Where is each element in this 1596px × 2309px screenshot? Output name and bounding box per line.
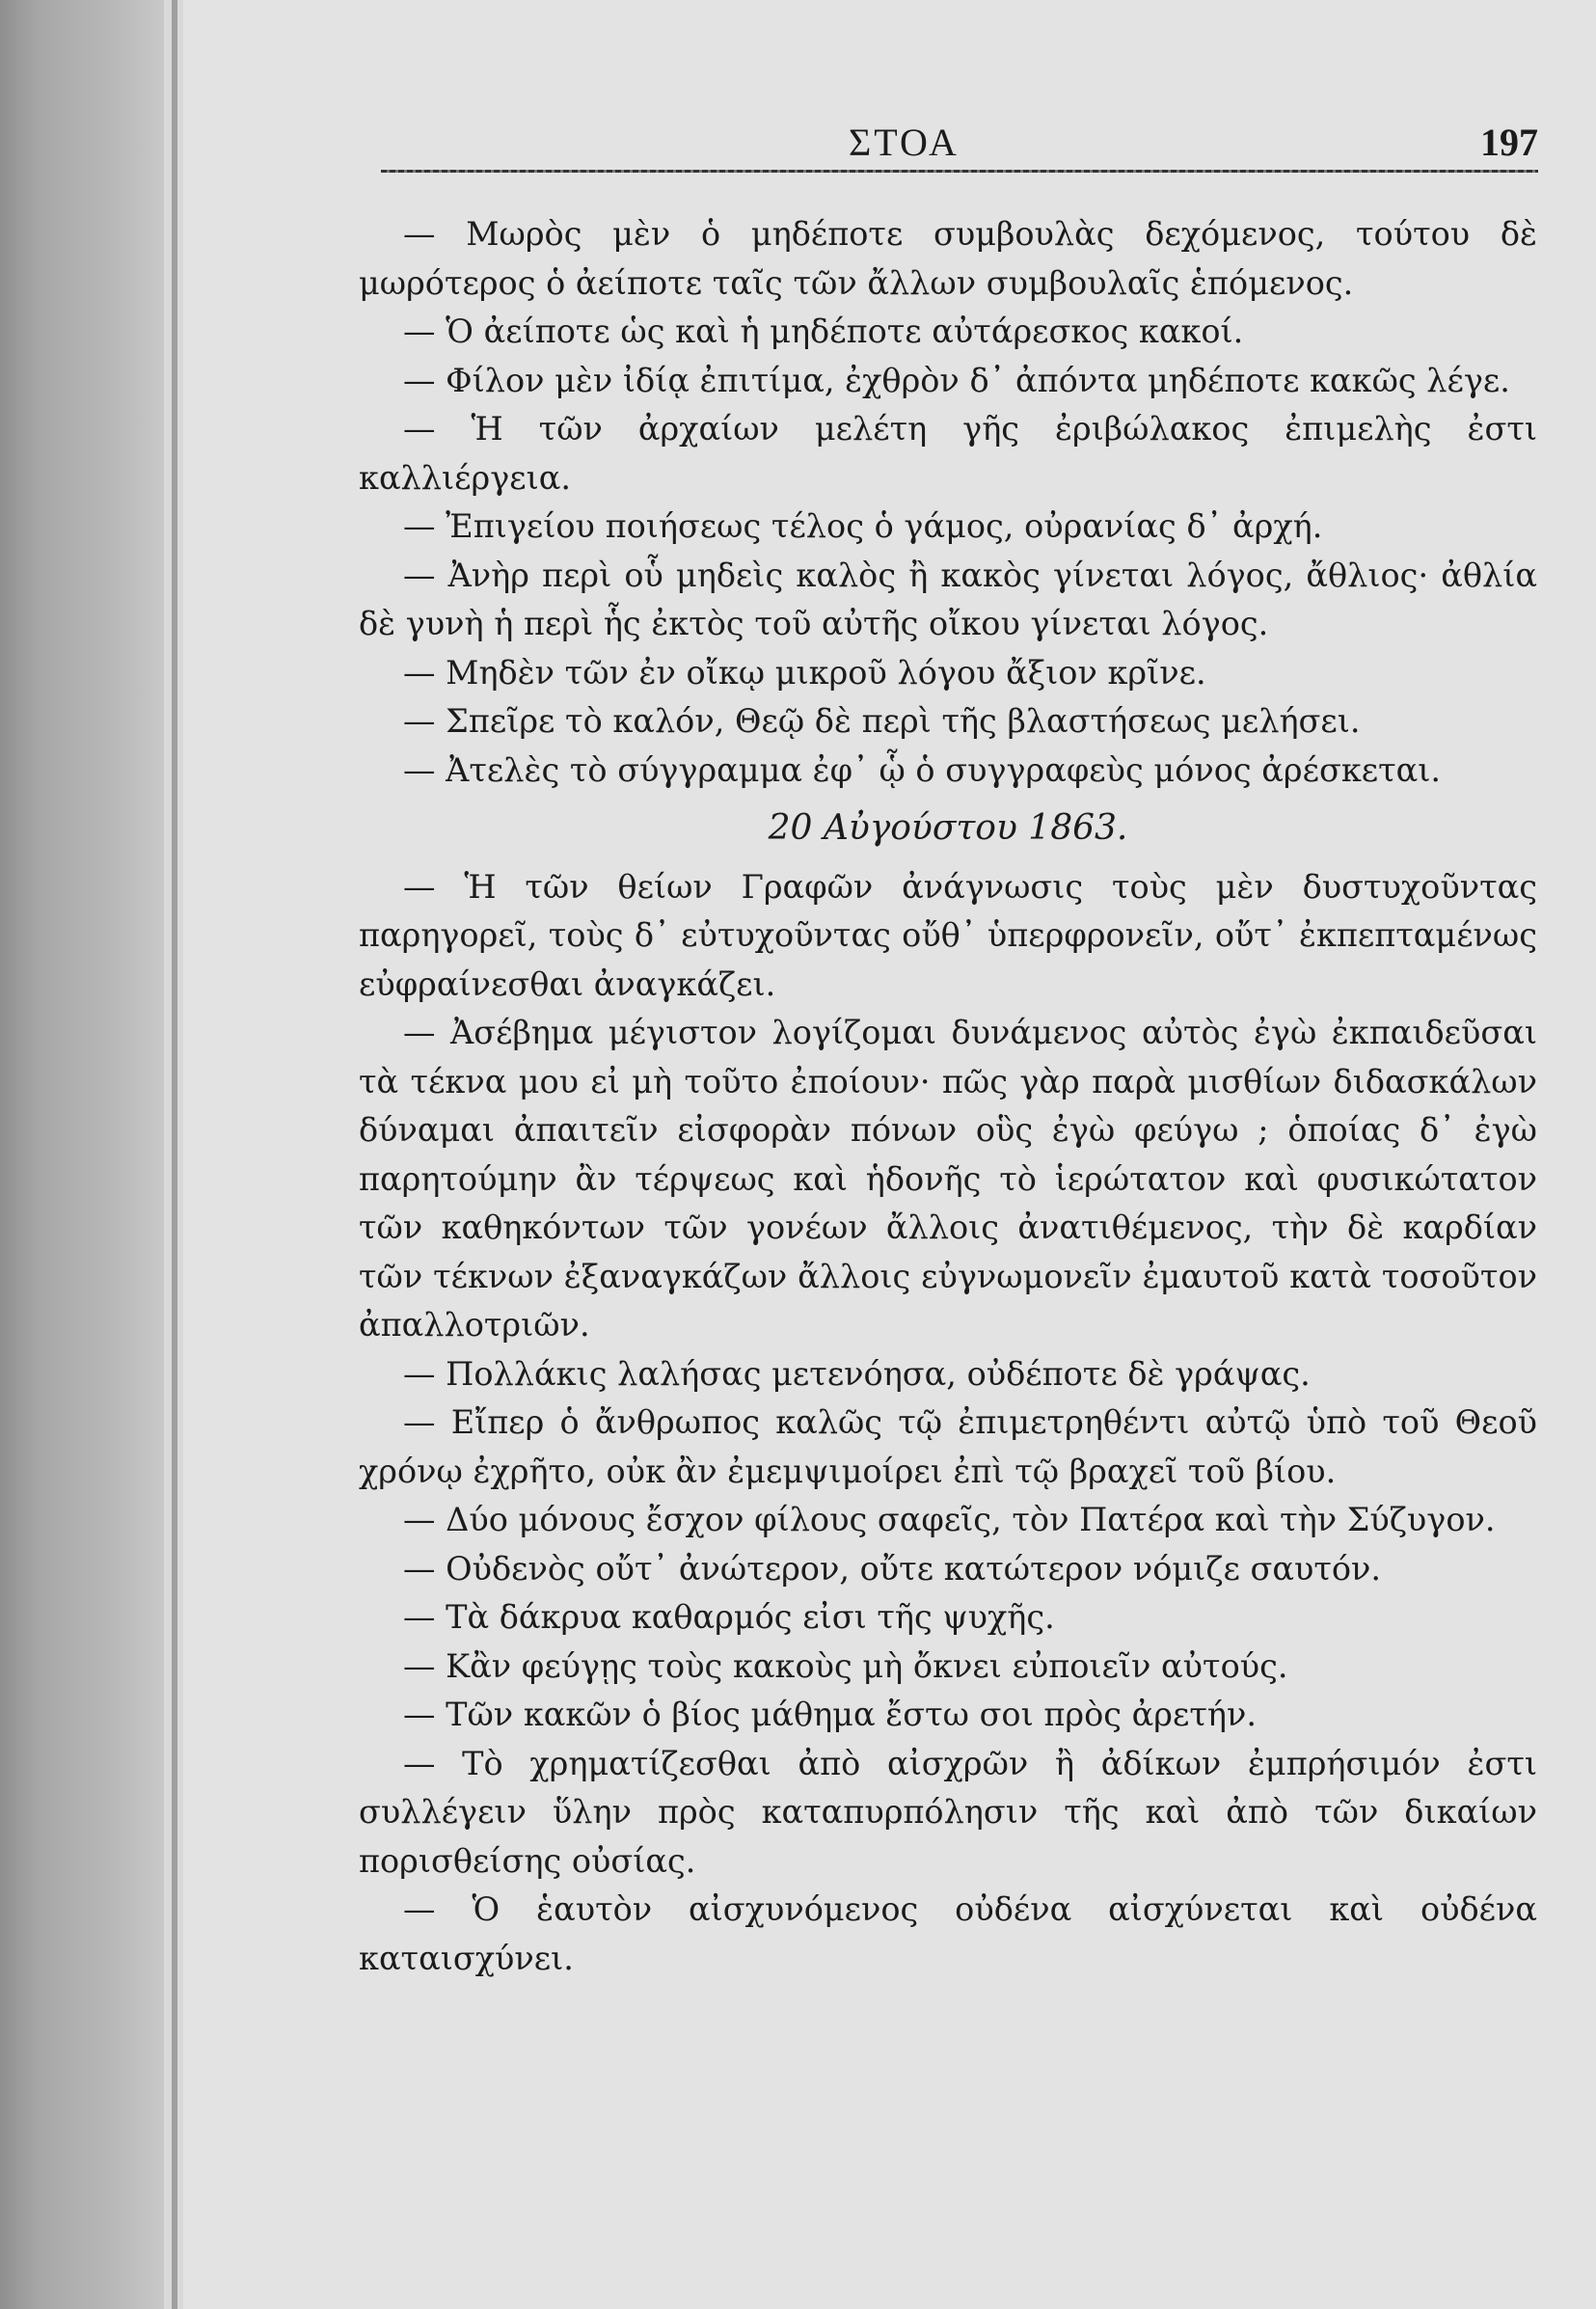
paragraph: — Δύο μόνους ἔσχον φίλους σαφεῖς, τὸν Πατέρα καὶ τὴν Σύζυγον. (403, 1501, 1496, 1538)
paragraph: — Πολλάκις λαλήσας μετενόησα, οὐδέποτε δὲ γράψας. (403, 1354, 1311, 1393)
paragraph: — Ἀσέβημα μέγιστον λογίζομαι δυνάμενος αὐτὸς ἐγὼ ἐκπαιδεῦσαι τὰ τέκνα μου εἰ μὴ τοῦτο ἐποίουν· πῶς γὰρ παρὰ μισθίων διδασκάλων δύναμαι ἀπαιτεῖν εἰσφορὰν πόνων οὓς ἐγὼ φεύγω ; ὁποίας δ᾽ ἐγὼ παρητούμην ἂν τέρψεως καὶ ἡδονῆς τὸ ἱερώτατον καὶ φυσικώτατον τῶν καθηκόντων τῶν γονέων ἄλλοις ἀνατιθέμενος, τὴν δὲ καρδίαν τῶν τέκνων ἐξαναγκάζων ἄλλοις εὐγνωμονεῖν ἐμαυτοῦ κατὰ τοσοῦτον ἀπαλλοτριῶν. (359, 1014, 1537, 1344)
paragraph: — Κἂν φεύγῃς τοὺς κακοὺς μὴ ὄκνει εὐποιεῖν αὐτούς. (403, 1646, 1288, 1685)
binding-gutter (0, 0, 164, 2309)
page-edge (172, 0, 177, 2309)
paragraph: — Ἀτελὲς τὸ σύγγραμμα ἐφ᾽ ᾧ ὁ συγγραφεὺς μόνος ἀρέσκεται. (403, 750, 1442, 789)
paragraph: — Μηδὲν τῶν ἐν οἴκῳ μικροῦ λόγου ἄξιον κρῖνε. (403, 653, 1206, 692)
paragraph: — Τῶν κακῶν ὁ βίος μάθημα ἔστω σοι πρὸς ἀρετήν. (403, 1696, 1257, 1733)
paragraph: — Ὁ ἑαυτὸν αἰσχυνόμενος οὐδένα αἰσχύνεται καὶ οὐδένα καταισχύνει. (359, 1890, 1537, 1977)
date-heading: 20 Αὐγούστου 1863. (768, 808, 1128, 848)
running-title: ΣΤΟΑ (849, 121, 960, 164)
paragraph: — Σπεῖρε τὸ καλόν, Θεῷ δὲ περὶ τῆς βλαστήσεως μελήσει. (403, 702, 1361, 740)
paragraph: — Ὁ ἀείποτε ὡς καὶ ἡ μηδέποτε αὐτάρεσκος κακοί. (403, 312, 1244, 350)
body-text (359, 210, 1537, 1983)
paragraph: — Ἐπιγείου ποιήσεως τέλος ὁ γάμος, οὐρανίας δ᾽ ἀρχή. (403, 507, 1323, 545)
paragraph: — Οὐδενὸς οὔτ᾽ ἀνώτερον, οὔτε κατώτερον νόμιζε σαυτόν. (403, 1549, 1382, 1588)
paragraph: — Εἴπερ ὁ ἄνθρωπος καλῶς τῷ ἐπιμετρηθέντι αὐτῷ ὑπὸ τοῦ Θεοῦ χρόνῳ ἐχρῆτο, οὐκ ἂν ἐμεμψιμοίρει ἐπὶ τῷ βραχεῖ τοῦ βίου. (359, 1403, 1537, 1490)
page-number: 197 (1480, 121, 1538, 164)
running-header (386, 116, 1538, 174)
header-rule (381, 170, 1538, 173)
paragraph: — Μωρὸς μὲν ὁ μηδέποτε συμβουλὰς δεχόμενος, τούτου δὲ μωρότερος ὁ ἀείποτε ταῖς τῶν ἄλλων συμβουλαῖς ἑπόμενος. (359, 215, 1537, 302)
paragraph: — Φίλον μὲν ἰδίᾳ ἐπιτίμα, ἐχθρὸν δ᾽ ἀπόντα μηδέποτε κακῶς λέγε. (403, 361, 1510, 399)
paragraph: — Ἀνὴρ περὶ οὗ μηδεὶς καλὸς ἢ κακὸς γίνεται λόγος, ἄθλιος· ἀθλία δὲ γυνὴ ἡ περὶ ἧς ἐκτὸς τοῦ αὐτῆς οἴκου γίνεται λόγος. (359, 556, 1537, 642)
paragraph: — Τὸ χρηματίζεσθαι ἀπὸ αἰσχρῶν ἢ ἀδίκων ἐμπρήσιμόν ἐστι συλλέγειν ὕλην πρὸς καταπυρπόλησιν τῆς καὶ ἀπὸ τῶν δικαίων πορισθείσης οὐσίας. (359, 1744, 1537, 1880)
paragraph: — Ἡ τῶν ἀρχαίων μελέτη γῆς ἐριβώλακος ἐπιμελὴς ἐστι καλλιέργεια. (359, 410, 1537, 497)
paragraph: — Ἡ τῶν θείων Γραφῶν ἀνάγνωσις τοὺς μὲν δυστυχοῦντας παρηγορεῖ, τοὺς δ᾽ εὐτυχοῦντας οὔθ᾽ ὑπερφρονεῖν, οὔτ᾽ ἐκπεπταμένως εὐφραίνεσθαι ἀναγκάζει. (359, 867, 1537, 1003)
paragraph: — Τὰ δάκρυα καθαρμός εἰσι τῆς ψυχῆς. (403, 1598, 1055, 1636)
